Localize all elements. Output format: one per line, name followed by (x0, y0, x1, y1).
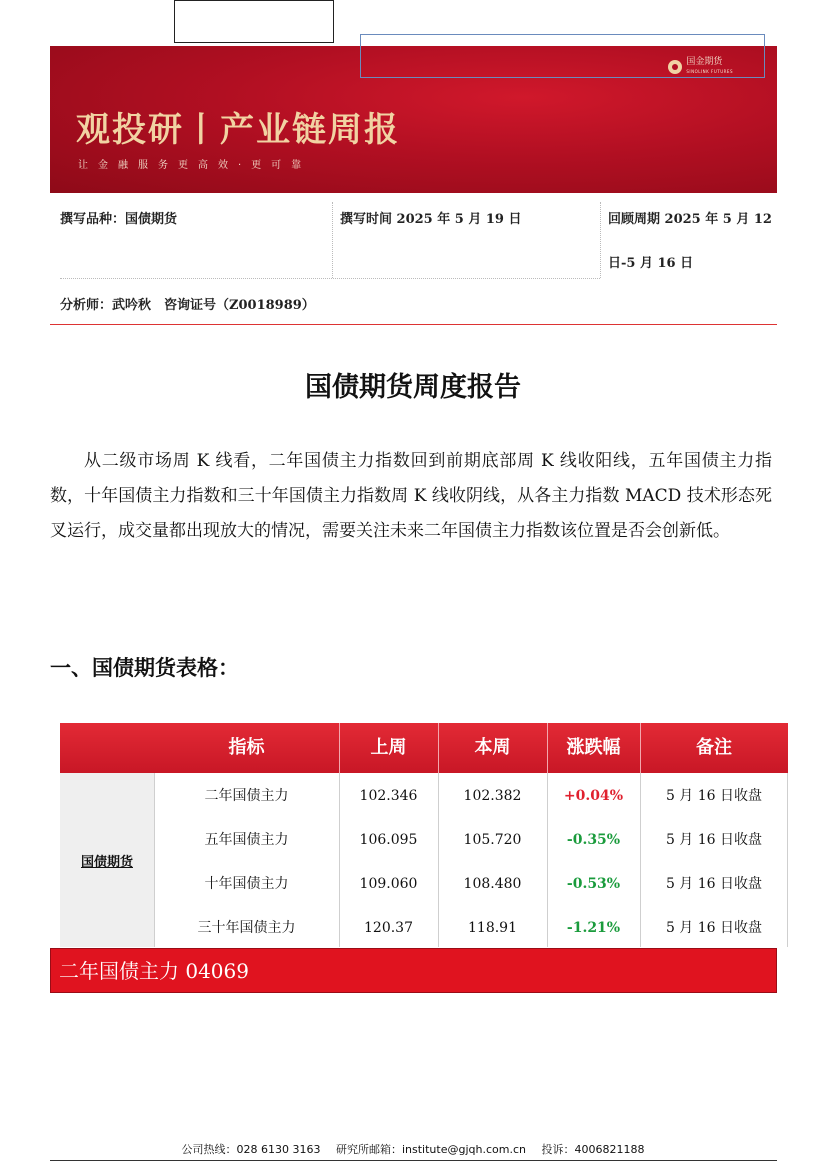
logo-english: SINOLINK FUTURES (686, 69, 733, 74)
footer-complaint: 投诉：4006821188 (541, 1143, 645, 1156)
footer-email[interactable]: 研究所邮箱：institute@gjqh.com.cn (335, 1143, 526, 1156)
row-change: -1.21% (566, 920, 621, 936)
meta-variety: 撰写品种：国债期货 (60, 212, 178, 227)
row-last-week: 106.095 (359, 832, 418, 848)
row-note: 5 月 16 日收盘 (665, 832, 763, 848)
row-name: 五年国债主力 (204, 832, 289, 848)
table-group-cell (60, 773, 155, 947)
row-change: +0.04% (563, 788, 624, 804)
meta-write-time: 撰写时间 2025 年 5 月 19 日 (340, 212, 522, 227)
row-last-week: 102.346 (359, 788, 418, 804)
page-footer (0, 1141, 826, 1157)
row-note: 5 月 16 日收盘 (665, 788, 763, 804)
meta-divider (332, 202, 333, 278)
row-this-week: 118.91 (468, 920, 517, 936)
row-this-week: 102.382 (463, 788, 522, 804)
banner-title: 观投研丨产业链周报 (76, 110, 400, 150)
meta-review-period-2: 日-5 月 16 日 (608, 256, 694, 271)
meta-review-period-1: 回顾周期 2025 年 5 月 12 (608, 212, 772, 227)
row-change: -0.35% (566, 832, 621, 848)
header-rule (50, 324, 777, 325)
header-indicator: 指标 (228, 737, 265, 758)
meta-analyst: 分析师：武吟秋 咨询证号（Z0018989） (60, 298, 315, 313)
row-this-week: 108.480 (463, 876, 522, 892)
page-title: 国债期货周度报告 (305, 372, 521, 403)
meta-divider (60, 278, 600, 279)
meta-divider (600, 202, 601, 278)
header-last-week: 上周 (370, 737, 407, 758)
header-change: 涨跌幅 (566, 737, 621, 758)
footer-hotline: 公司热线：028 6130 3163 (181, 1143, 321, 1156)
table-header (60, 723, 788, 773)
section-heading: 一、国债期货表格： (50, 655, 239, 680)
header-this-week: 本周 (474, 737, 511, 758)
header-blank-box (174, 0, 334, 43)
row-change: -0.53% (566, 876, 621, 892)
header-note: 备注 (696, 737, 732, 758)
row-name: 三十年国债主力 (197, 920, 296, 936)
summary-paragraph: 从二级市场周 K 线看，二年国债主力指数回到前期底部周 K 线收阳线，五年国债主力指数，十年国债主力指数和三十年国债主力指数周 K 线收阴线，从各主力指数 MACD 技术形态死叉运行，成交量都出现放大的情况，需要关注未来二年国债主力指数该位置是否会创新低。 (50, 451, 772, 541)
row-last-week: 120.37 (364, 920, 413, 936)
row-name: 二年国债主力 (204, 788, 289, 804)
row-note: 5 月 16 日收盘 (665, 920, 763, 936)
table-group-label: 国债期货 (80, 855, 133, 870)
footer-rule (50, 1160, 777, 1161)
row-this-week: 105.720 (463, 832, 522, 848)
row-name: 十年国债主力 (204, 876, 289, 892)
row-last-week: 109.060 (359, 876, 418, 892)
row-note: 5 月 16 日收盘 (665, 876, 763, 892)
logo-frame (360, 34, 765, 78)
logo-name: 国金期货 (686, 57, 723, 67)
chart-section-header: 二年国债主力 04069 (50, 948, 777, 993)
banner-subtitle: 让金融服务更高效·更可靠 (78, 160, 312, 171)
